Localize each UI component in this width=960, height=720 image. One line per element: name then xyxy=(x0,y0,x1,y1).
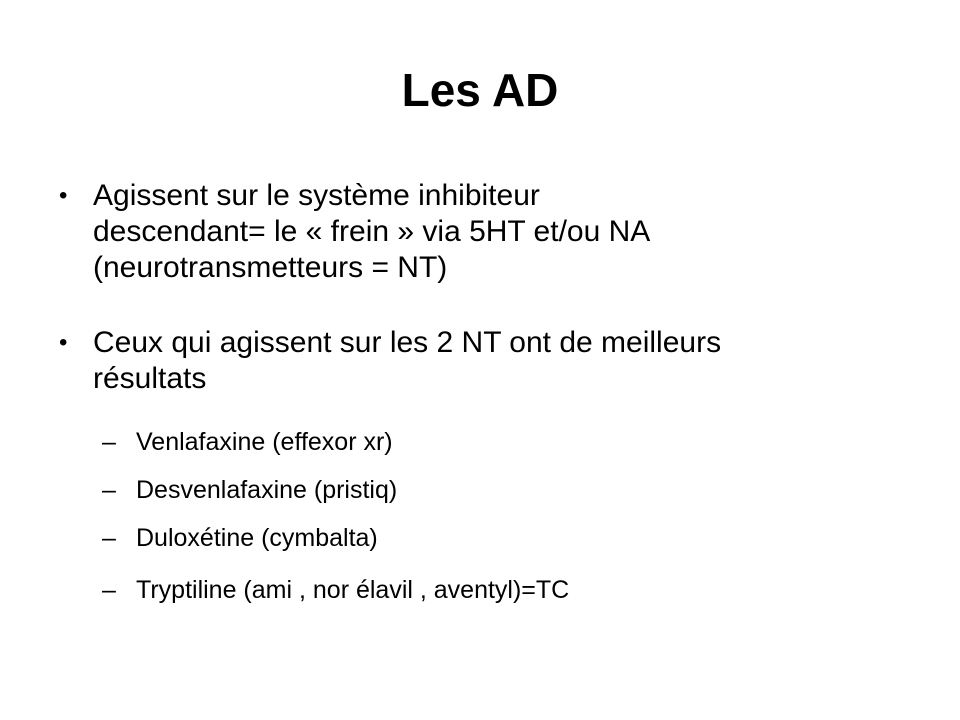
bullet-item xyxy=(59,178,913,286)
sub-bullet-item xyxy=(102,427,916,457)
sub-bullet-item xyxy=(102,523,916,553)
bullet-item xyxy=(59,325,913,397)
sub-bullet-text: Duloxétine (cymbalta) xyxy=(136,524,378,552)
bullet-marker: • xyxy=(59,182,68,209)
dash-marker: – xyxy=(102,524,116,552)
bullet-line: Ceux qui agissent sur les 2 NT ont de meilleurs xyxy=(93,326,722,359)
sub-bullet-text: Venlafaxine (effexor xr) xyxy=(136,428,393,456)
bullet-line: (neurotransmetteurs = NT) xyxy=(93,251,448,284)
dash-marker: – xyxy=(102,428,116,456)
bullet-line: descendant= le « frein » via 5HT et/ou NA xyxy=(93,215,651,248)
sub-bullet-text: Desvenlafaxine (pristiq) xyxy=(136,476,398,504)
bullet-line: résultats xyxy=(93,362,207,395)
dash-marker: – xyxy=(102,476,116,504)
sub-bullet-item xyxy=(102,475,916,505)
dash-marker: – xyxy=(102,576,116,604)
slide-title: Les AD xyxy=(401,64,559,116)
sub-bullet-item xyxy=(102,575,916,605)
bullet-line: Agissent sur le système inhibiteur xyxy=(93,179,540,212)
bullet-marker: • xyxy=(59,329,68,356)
sub-bullet-text: Tryptiline (ami , nor élavil , aventyl)=TC xyxy=(136,576,570,604)
